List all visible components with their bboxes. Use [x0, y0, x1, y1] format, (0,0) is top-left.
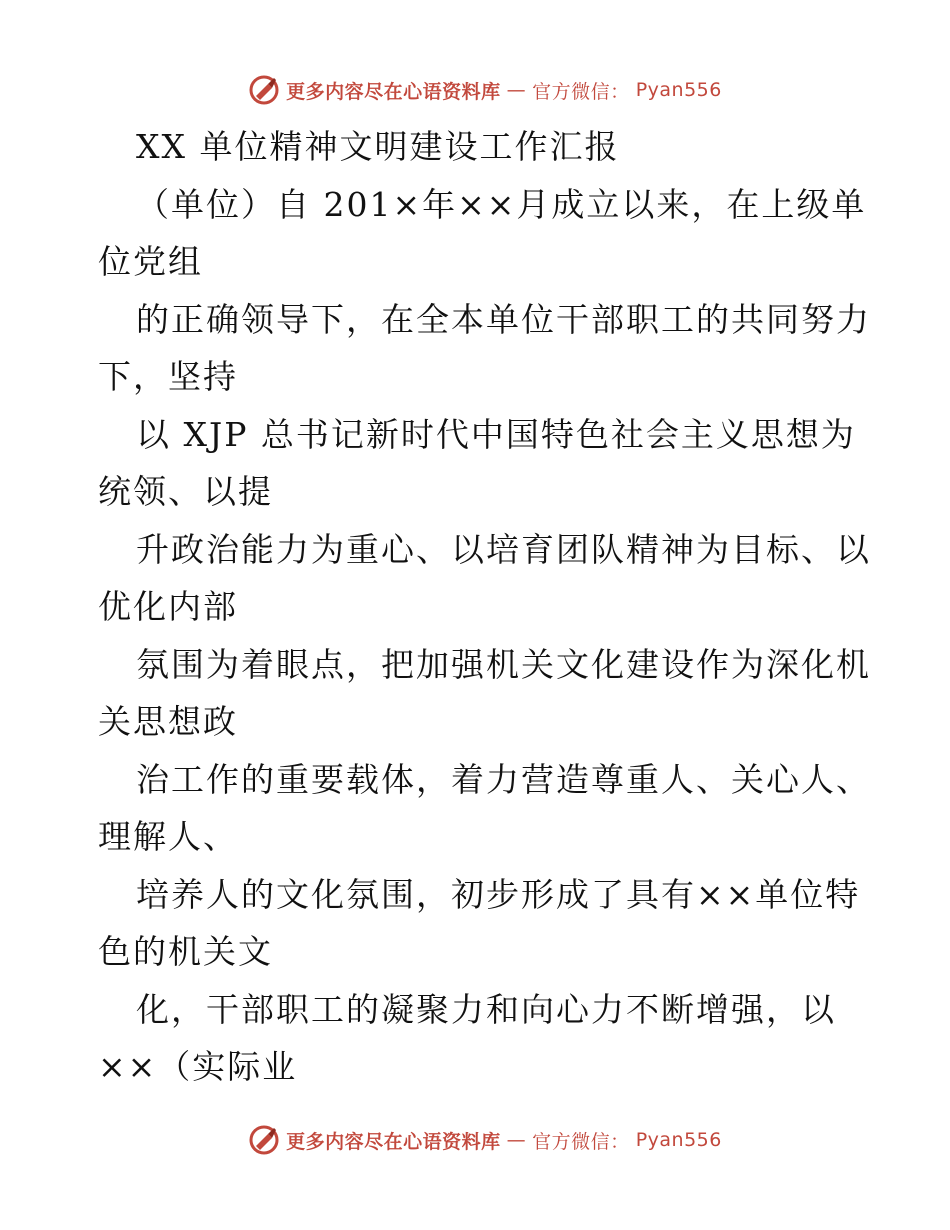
- document-line: 理解人、: [98, 817, 238, 856]
- banner-wechat-label: 官方微信：: [532, 1130, 630, 1153]
- document-line: 统领、以提: [98, 472, 273, 511]
- document-line: （单位）自 201×年××月成立以来，在上级单: [136, 184, 867, 224]
- document-line: 的正确领导下，在全本单位干部职工的共同努力: [136, 299, 871, 339]
- document-body: [98, 118, 871, 1096]
- logo-icon: [248, 1124, 280, 1156]
- logo-icon: [248, 74, 280, 106]
- document-line: ××（实际业: [98, 1047, 298, 1086]
- document-line: 以 XJP 总书记新时代中国特色社会主义思想为: [136, 414, 856, 454]
- document-line: 升政治能力为重心、以培育团队精神为目标、以: [136, 529, 871, 569]
- banner-wechat-id: Pyan556: [635, 1129, 722, 1151]
- document-line: 色的机关文: [98, 932, 273, 971]
- document-line: 治工作的重要载体，着力营造尊重人、关心人、: [136, 759, 871, 799]
- banner-main-text: 更多内容尽在心语资料库: [286, 1130, 501, 1153]
- banner-wechat-label: 官方微信：: [532, 80, 630, 103]
- document-title: XX 单位精神文明建设工作汇报: [136, 127, 620, 166]
- document-line: 培养人的文化氛围，初步形成了具有××单位特: [136, 874, 861, 914]
- document-line: 下，坚持: [98, 357, 238, 396]
- document-line: 优化内部: [98, 587, 238, 626]
- footer-banner: [0, 1120, 950, 1160]
- banner-dash: —: [506, 1129, 527, 1151]
- document-line: 关思想政: [98, 702, 238, 741]
- banner-dash: —: [506, 79, 527, 101]
- banner-main-text: 更多内容尽在心语资料库: [286, 80, 501, 103]
- document-line: 氛围为着眼点，把加强机关文化建设作为深化机: [136, 644, 871, 684]
- document-line: 化，干部职工的凝聚力和向心力不断增强，以: [136, 989, 836, 1029]
- banner-wechat-id: Pyan556: [635, 79, 722, 101]
- document-line: 位党组: [98, 242, 203, 281]
- header-banner: [0, 70, 950, 110]
- banner-content: [248, 1124, 722, 1156]
- banner-content: [248, 74, 722, 106]
